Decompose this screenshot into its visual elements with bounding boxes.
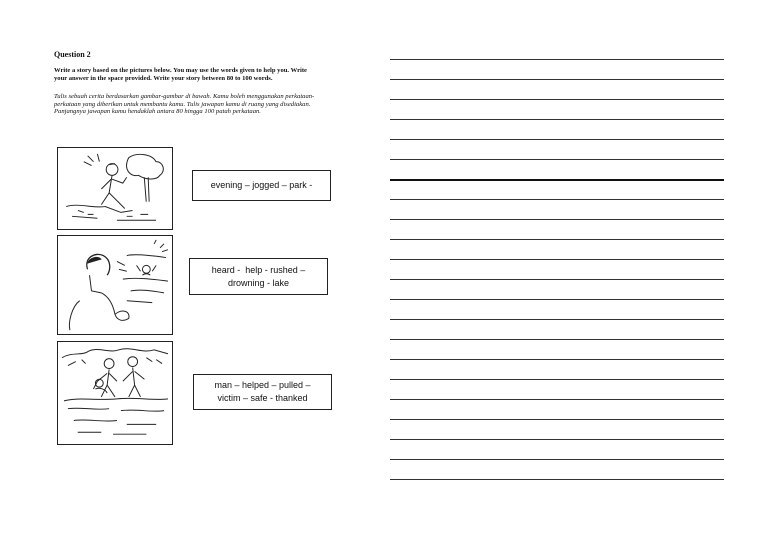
instruction-english: Write a story based on the pictures below. You may use the words given to help you. Write your answer in the space provided. Write your story between 80 to 100 words. [54, 67, 307, 82]
answer-line[interactable] [390, 399, 724, 400]
answer-line[interactable] [390, 299, 724, 300]
answer-line[interactable] [390, 279, 724, 280]
word-box-1-text [211, 179, 313, 192]
answer-line[interactable] [390, 479, 724, 480]
answer-line[interactable] [390, 339, 724, 340]
word-box-line: man – helped – pulled – [214, 380, 311, 390]
answer-line[interactable] [390, 139, 724, 140]
word-box-line: evening – jogged – park - [210, 180, 313, 190]
answer-line[interactable] [390, 79, 724, 80]
answer-line[interactable] [390, 219, 724, 220]
word-box-line: victim – safe - thanked [217, 393, 308, 403]
answer-line[interactable] [390, 159, 724, 160]
word-box-line: drowning - lake [227, 277, 290, 288]
answer-line[interactable] [390, 239, 724, 240]
answer-line[interactable] [390, 439, 724, 440]
answer-line[interactable] [390, 119, 724, 120]
instruction-malay: Tulis sebuah cerita berdasarkan gambar-gambar di bawah. Kamu boleh menggunakan perkataan-perkataan yang diberikan untuk membantu kamu. Tulis jawapan kamu di ruang yang disediakan. Panjangnya jawapan kamu hendaklah antara 80 hingga 100 patah perkataan. [54, 93, 315, 116]
word-box-3-text [214, 379, 310, 405]
answer-line[interactable] [390, 319, 724, 320]
answer-writing-area[interactable] [390, 0, 724, 543]
answer-line[interactable] [390, 59, 724, 60]
question-heading: Question 2 [54, 50, 91, 59]
answer-line[interactable] [390, 259, 724, 260]
word-box-3 [193, 374, 332, 410]
word-box-line: heard - help - rushed – [211, 264, 306, 275]
word-box-2 [189, 258, 328, 295]
answer-line[interactable] [390, 99, 724, 100]
answer-line[interactable] [390, 459, 724, 460]
word-box-1 [192, 170, 331, 201]
boy-hears-drowning-picture [57, 235, 173, 335]
answer-line[interactable] [390, 179, 724, 181]
jogging-boy-picture [57, 147, 173, 230]
answer-line[interactable] [390, 359, 724, 360]
answer-line[interactable] [390, 379, 724, 380]
answer-line[interactable] [390, 199, 724, 200]
answer-line[interactable] [390, 419, 724, 420]
word-box-2-text [212, 264, 306, 290]
rescue-at-lake-picture [57, 341, 173, 445]
